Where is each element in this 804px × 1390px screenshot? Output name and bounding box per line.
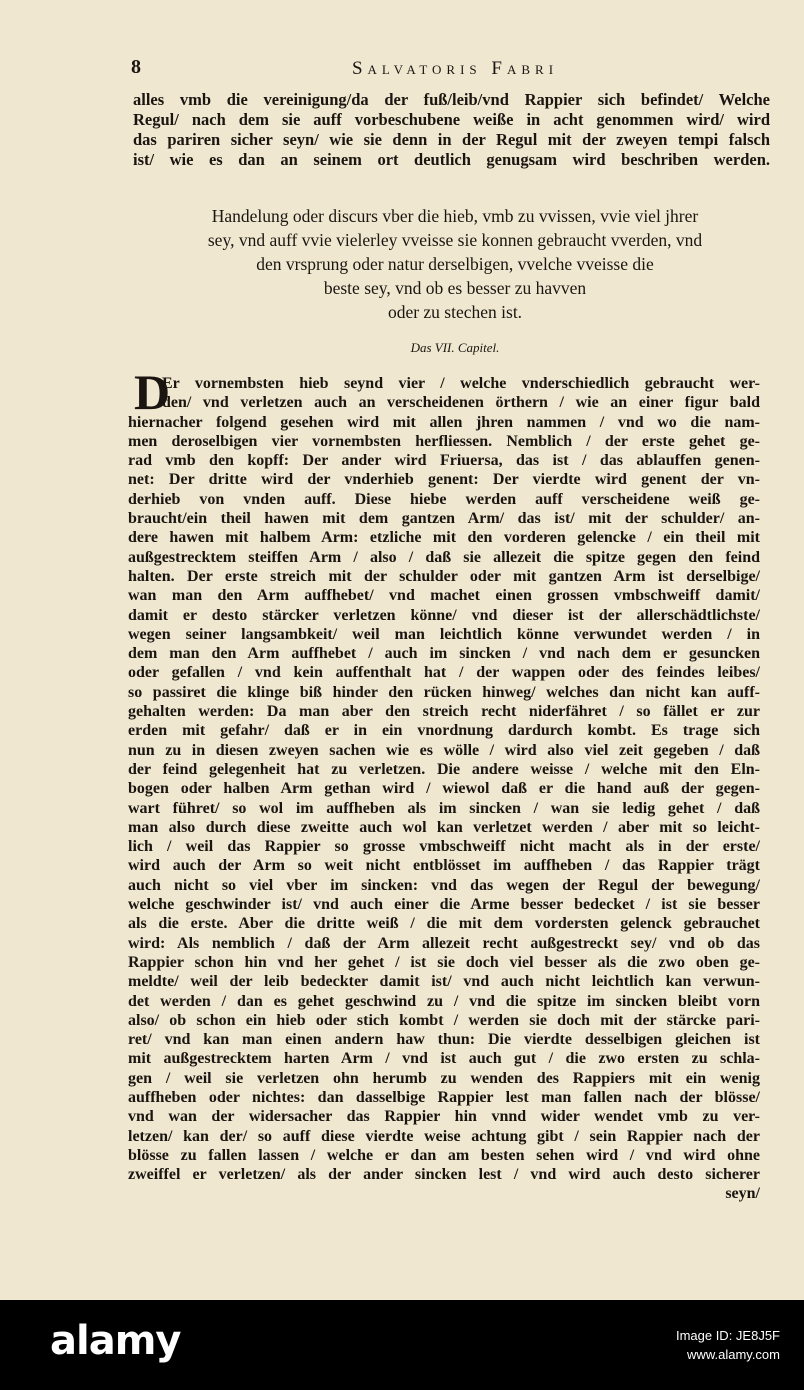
text-line: auch nicht so viel vber im sincken: vnd das wegen der Regul der bewegung/ [128,876,760,894]
text-line: als die erste. Aber die dritte weiß / die mit dem vordersten gelenck gebrauchet [128,915,760,933]
text-line: rad vmb den kopff: Der ander wird Friuersa, das ist / das ablauffen genen- [128,452,760,470]
text-line: mit außgestrecktem harten Arm / vnd ist auch gut / die zwo ersten zu schla- [128,1050,760,1068]
text-line: nun zu in diesen zweyen sachen wie es wölle / wird also viel zeit gegeben / daß [128,741,760,759]
heading-line: beste sey, vnd ob es besser zu havven [323,278,587,298]
text-line: bogen oder halben Arm gethan wird / wiewol daß er die hand auß der gegen- [128,780,760,798]
text-line: halten. Der erste streich mit der schulder oder mit gantzen Arm ist derselbige/ [128,567,760,585]
text-line: wegen seiner langsambkeit/ weil man leichtlich könne verwundet werden / in [128,625,760,643]
text-line: vnd wan der widersacher das Rappier hin vnnd wider wendet vmb zu ver- [128,1108,760,1126]
text-line: außgestrecktem steiffen Arm / also / daß sie allezeit die spitze gegen den feind [128,548,760,566]
text-line: wird: Als nemblich / daß der Arm allezeit recht außgestreckt sey/ vnd ob das [128,934,760,952]
text-line: der feind gelegenheit hat zu verletzen. Die andere weisse / welche mit den Eln- [128,760,760,778]
text-line: wart führet/ so wol im auffheben als im sincken / wan sie ledig gehet / daß [128,799,760,817]
text-line: so passiret die klinge biß hinder den rücken hinweg/ welches dan nicht kan auff- [128,683,760,701]
chapter-label: Das VII. Capitel. [410,340,500,355]
text-line: alles vmb die vereinigung/da der fuß/leib/vnd Rappier sich befindet/ Welche [133,90,770,109]
text-line: hiernacher folgend gesehen wird mit allen jhren nammen / vnd wo die nam- [128,413,760,431]
text-line: Rappier schon hin vnd her gehet / ist sie doch viel besser als die zwo oben ge- [128,953,760,971]
image-id-info [676,1326,780,1364]
heading-line: sey, vnd auff vvie vielerley vveisse sie konnen gebraucht vverden, vnd [207,230,703,250]
text-line: dem man den Arm auffhebet / auch im sincken / vnd nach dem er gesuncken [128,645,760,663]
running-head: Salvatoris Fabri [351,58,559,79]
heading-line: den vrsprung oder natur derselbigen, vvelche vveisse die [256,254,654,274]
text-line: damit er desto stärcker verletzen könne/ vnd dieser ist der allerschädtlichste/ [128,606,760,624]
text-line: auffheben oder nichtes: dan dasselbige Rappier lest man fallen nach der blösse/ [128,1088,760,1106]
text-line: meldte/ weil der leib bedeckter damit ist/ vnd auch nicht leichtlich kan verwun- [128,973,760,991]
text-line: gen / weil sie verletzen ohn herumb zu wenden des Rappiers mit ein wenig [128,1069,760,1087]
text-line: net: Der dritte wird der vnderhieb genent: Der vierdte wird genent der vn- [128,471,760,489]
text-line: seyn/ [725,1185,760,1203]
text-line: zweiffel er verletzen/ als der ander sincken lest / vnd wird auch desto sicherer [128,1166,760,1184]
text-line: Er vornembsten hieb seynd vier / welche vnderschiedlich gebraucht wer- [162,375,760,392]
text-line: oder gefallen / vnd kein auffenthalt hat / der wappen oder des feindes leibes/ [128,664,760,682]
drop-cap: D [134,364,171,420]
text-line: gehalten werden: Da man aber den streich recht niderfähret / so fället er zur [128,703,760,721]
image-id: Image ID: JE8J5F [675,1328,780,1343]
text-line: blösse zu fallen lassen / welche er dan am besten sehen wird / vnd wird ohne [128,1146,760,1164]
page-number: 8 [131,56,141,78]
text-line: lich / weil das Rappier so grosse vmbschweiff nicht macht als in der erste/ [128,838,760,856]
text-line: wird auch der Arm so weit nicht entblösset im auffheben / das Rappier trägt [128,857,760,875]
text-line: Regul/ nach dem sie auff vorbeschubene weiße in acht genommen wird/ wird [133,110,770,129]
text-line: man also durch diese zweitte auch wol kan verletzet werden / aber mit so leicht- [128,818,760,836]
site-url: www.alamy.com [687,1347,780,1362]
text-line: det werden / dan es gehet geschwind zu / vnd die spitze im sincken bleibt vorn [128,992,760,1010]
stock-watermark-bar [0,1300,804,1390]
heading-line: oder zu stechen ist. [387,302,523,322]
text-line: das pariren sicher seyn/ wie sie denn in der Regul mit der zweyen tempi falsch [133,130,770,149]
text-line: letzen/ kan der/ so auff diese vierdte weise achtung gibt / sein Rappier nach der [128,1127,760,1145]
text-line: dere hawen mit halbem Arm: etzliche mit den vorderen gelencke / ein theil mit [128,529,760,547]
text-line: den/ vnd verletzen auch an verscheidenen örthern / wie an einer figur bald [162,394,760,412]
text-line: ist/ wie es dan an seinem ort deutlich genugsam wird beschriben werden. [133,150,770,169]
text-line: wan man den Arm auffhebet/ vnd machet einen grossen vmbschweiff damit/ [128,587,760,605]
heading-line: Handelung oder discurs vber die hieb, vmb zu vvissen, vvie viel jhrer [211,206,699,226]
body-text [128,374,760,1204]
text-line: welche geschwinder ist/ vnd auch einer die Arme besser bedecket / ist sie besser [128,896,760,914]
top-paragraph [133,90,770,170]
text-line: also/ ob schon ein hieb oder stich kombt / werden sie doch mit der stärcke pari- [128,1011,760,1029]
chapter-heading [140,204,770,324]
text-line: braucht/ein theil hawen mit dem gantzen Arm/ das ist/ mit der schulder/ an- [128,510,760,528]
text-line: erden mit gefahr/ daß er in ein vnordnung dardurch kombt. Es trage sich [128,722,760,740]
text-line: ret/ vnd kan man einen andern haw thun: Die vierdte desselbigen gleichen ist [128,1031,760,1049]
text-line: derhieb von vnden auff. Diese hiebe werden auff verscheidene weiß ge- [128,490,760,508]
text-line: men deroselbigen vier vornembsten herfliessen. Nemblich / der erste gehet ge- [128,432,760,450]
alamy-logo: alamy [50,1318,181,1364]
